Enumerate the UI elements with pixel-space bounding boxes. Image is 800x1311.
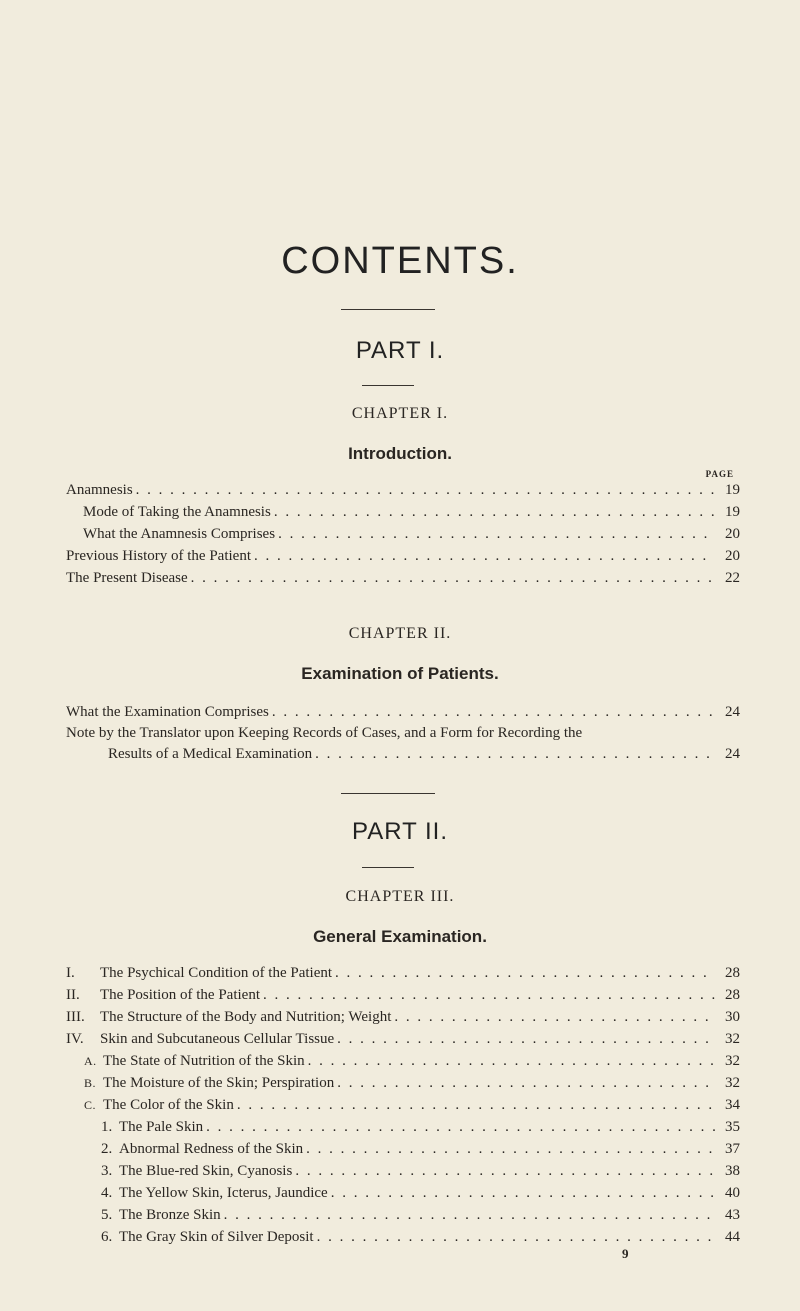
toc-entry[interactable] xyxy=(66,984,740,1006)
toc-entry[interactable] xyxy=(66,479,740,501)
toc-entry-title: Skin and Subcutaneous Cellular Tissue xyxy=(100,1031,335,1047)
toc-entry-number: C. xyxy=(84,1098,97,1112)
toc-entry-title: The Blue-red Skin, Cyanosis xyxy=(119,1163,293,1179)
toc-entry-number: III. xyxy=(66,1009,85,1025)
toc-entry[interactable] xyxy=(83,501,740,523)
toc-entry-title: The Position of the Patient xyxy=(100,987,260,1003)
dot-leader xyxy=(254,545,715,567)
toc-entry[interactable] xyxy=(84,1072,740,1094)
toc-entry[interactable] xyxy=(84,1094,740,1116)
toc-entry-page: 19 xyxy=(725,504,740,520)
dot-leader xyxy=(394,1006,715,1028)
toc-entry-page: 24 xyxy=(725,704,740,720)
toc-entry[interactable] xyxy=(66,567,740,589)
toc-entry-number: 2. xyxy=(101,1141,113,1157)
toc-entry-title: What the Examination Comprises xyxy=(66,704,269,720)
contents-title: CONTENTS. xyxy=(281,240,519,282)
toc-entry[interactable] xyxy=(101,1160,740,1182)
toc-entry[interactable] xyxy=(66,1006,740,1028)
toc-entry[interactable] xyxy=(66,962,740,984)
toc-entry-number: A. xyxy=(84,1054,97,1068)
divider xyxy=(362,385,414,386)
dot-leader xyxy=(308,1050,715,1072)
chapter-2-heading: Examination of Patients. xyxy=(301,664,499,683)
toc-entry-title: Anamnesis xyxy=(66,482,133,498)
part-2-label: PART II. xyxy=(351,818,449,845)
divider xyxy=(362,867,414,868)
toc-entry-page: 24 xyxy=(725,746,740,762)
dot-leader xyxy=(263,984,715,1006)
toc-entry-title: The Pale Skin xyxy=(119,1119,204,1135)
toc-entry[interactable] xyxy=(101,1204,740,1226)
toc-entry-title: Mode of Taking the Anamnesis xyxy=(83,504,271,520)
toc-entry[interactable] xyxy=(66,1028,740,1050)
toc-entry[interactable] xyxy=(101,1182,740,1204)
dot-leader xyxy=(315,743,715,765)
toc-entry[interactable] xyxy=(108,743,740,765)
toc-entry-number: IV. xyxy=(66,1031,84,1047)
dot-leader xyxy=(337,1028,715,1050)
dot-leader xyxy=(274,501,715,523)
toc-entry-number: I. xyxy=(66,965,75,981)
toc-entry-number: 6. xyxy=(101,1229,113,1245)
toc-entry-page: 44 xyxy=(725,1229,740,1245)
toc-entry-number: II. xyxy=(66,987,80,1003)
toc-entry-number: 1. xyxy=(101,1119,113,1135)
dot-leader xyxy=(306,1138,715,1160)
dot-leader xyxy=(331,1182,715,1204)
dot-leader xyxy=(317,1226,715,1248)
toc-entry-title-line-2: Results of a Medical Examination xyxy=(108,746,313,762)
toc-entry[interactable] xyxy=(84,1050,740,1072)
toc-entry-title: The Yellow Skin, Icterus, Jaundice xyxy=(119,1185,328,1201)
toc-entry-title-line-1[interactable]: Note by the Translator upon Keeping Records of Cases, and a Form for Recording the xyxy=(66,725,583,741)
toc-entry-page: 43 xyxy=(725,1207,740,1223)
toc-entry-page: 32 xyxy=(725,1053,740,1069)
toc-entry-page: 38 xyxy=(725,1163,740,1179)
dot-leader xyxy=(278,523,715,545)
toc-entry-number: 4. xyxy=(101,1185,113,1201)
toc-entry-title: The Moisture of the Skin; Perspiration xyxy=(103,1075,335,1091)
chapter-1-label: CHAPTER I. xyxy=(351,405,449,422)
toc-entry[interactable] xyxy=(101,1226,740,1248)
dot-leader xyxy=(136,479,715,501)
toc-entry-number: 5. xyxy=(101,1207,113,1223)
toc-entry-title: The Present Disease xyxy=(66,570,188,586)
toc-entry-page: 32 xyxy=(725,1075,740,1091)
toc-entry-title: The Color of the Skin xyxy=(103,1097,234,1113)
toc-entry-title: The State of Nutrition of the Skin xyxy=(103,1053,305,1069)
toc-entry-page: 28 xyxy=(725,987,740,1003)
toc-entry-page: 32 xyxy=(725,1031,740,1047)
toc-entry[interactable] xyxy=(101,1138,740,1160)
toc-entry[interactable] xyxy=(101,1116,740,1138)
toc-entry-page: 19 xyxy=(725,482,740,498)
toc-entry-title: The Bronze Skin xyxy=(119,1207,221,1223)
toc-entry[interactable] xyxy=(66,545,740,567)
chapter-3-heading: General Examination. xyxy=(313,927,487,946)
dot-leader xyxy=(295,1160,715,1182)
toc-entry-page: 35 xyxy=(725,1119,740,1135)
toc-entry-number: B. xyxy=(84,1076,97,1090)
page-column-label: PAGE xyxy=(705,469,734,479)
dot-leader xyxy=(206,1116,715,1138)
dot-leader xyxy=(272,701,715,723)
toc-entry-title: The Gray Skin of Silver Deposit xyxy=(119,1229,314,1245)
toc-entry[interactable] xyxy=(66,701,740,723)
toc-entry-page: 37 xyxy=(725,1141,740,1157)
toc-entry-page: 34 xyxy=(725,1097,740,1113)
toc-entry[interactable] xyxy=(83,523,740,545)
toc-entry-title: Previous History of the Patient xyxy=(66,548,251,564)
toc-entry-page: 40 xyxy=(725,1185,740,1201)
toc-entry-title: The Psychical Condition of the Patient xyxy=(100,965,333,981)
toc-entry-title: What the Anamnesis Comprises xyxy=(83,526,276,542)
chapter-3-label: CHAPTER III. xyxy=(345,888,455,905)
dot-leader xyxy=(335,962,715,984)
dot-leader xyxy=(224,1204,715,1226)
chapter-2-label: CHAPTER II. xyxy=(348,625,452,642)
toc-entry-page: 20 xyxy=(725,526,740,542)
toc-entry-title: Abnormal Redness of the Skin xyxy=(119,1141,304,1157)
toc-entry-title: The Structure of the Body and Nutrition; Weight xyxy=(100,1009,392,1025)
divider xyxy=(341,793,435,794)
dot-leader xyxy=(191,567,715,589)
toc-entry-number: 3. xyxy=(101,1163,113,1179)
page-number: 9 xyxy=(622,1246,629,1261)
toc-entry-page: 22 xyxy=(725,570,740,586)
toc-entry-page: 20 xyxy=(725,548,740,564)
dot-leader xyxy=(337,1072,715,1094)
toc-entry-page: 28 xyxy=(725,965,740,981)
part-1-label: PART I. xyxy=(355,337,445,364)
dot-leader xyxy=(237,1094,715,1116)
toc-entry-page: 30 xyxy=(725,1009,740,1025)
divider xyxy=(341,309,435,310)
chapter-1-heading: Introduction. xyxy=(348,444,452,463)
